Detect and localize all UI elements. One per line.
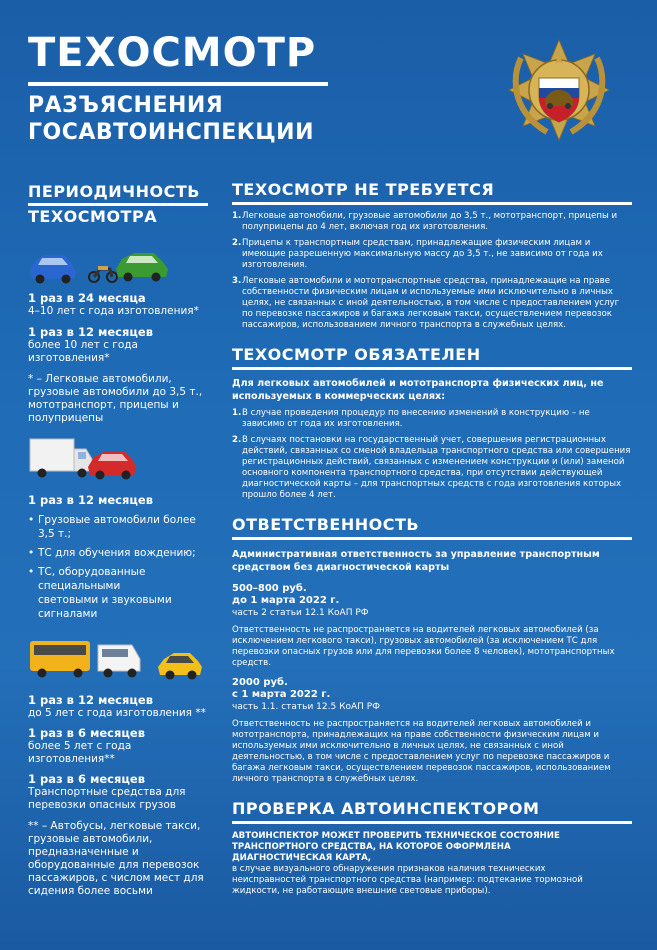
fine-2-date: с 1 марта 2022 г. [232,689,331,700]
red-car-icon [88,451,136,480]
bullet-1: • Грузовые автомобили более 3,5 т.; [28,513,198,541]
page-title: ТЕХОСМОТР [28,30,317,76]
bullet-3: • ТС, оборудованные специальными световыми и звуковыми сигналами [28,565,178,621]
not-required-item: 3. Легковые автомобили и мототранспортные средства, принадлежащие на праве собственности физическим лицам и используемые ими исключительно в личных целях, не связанных с иной деятельностью, в том числе с предоставлением услуг по перевозке пассажиров и багажа легковым такси, осуществлением перевозок пассажиров, использованием личного транспорта в служебных целях. [232,276,620,330]
periodicity-heading-line-2: ТЕХОСМОТРА [28,207,158,226]
freq-3-bold: 1 раз в 12 месяцев [28,493,153,507]
page-subtitle [28,92,314,146]
freq-6-bold: 1 раз в 6 месяцев [28,772,145,786]
fine-2-amount: 2000 руб. [232,677,288,688]
inspection-text: в случае визуального обнаружения признаков наличия технических неисправностей транспортного средства (например: подтекание тормозной жидкости, не работающие внешние световые приборы). [232,864,583,896]
required-rule [232,367,632,370]
fine-1-date: до 1 марта 2022 г. [232,595,340,606]
bullet-2: • ТС для обучения вождению; [28,546,218,560]
vehicle-illustration-row-1 [28,241,218,287]
truck-icon [30,439,92,478]
not-required-section [232,180,632,331]
not-required-item: 2. Прицепы к транспортным средствам, принадлежащие физическим лицам и имеющие разрешенную максимальную массу до 3,5 т., не зависимо от года их изготовления. [232,238,603,270]
green-car-icon [116,253,168,282]
freq-1-text: 4–10 лет с года изготовления* [28,305,199,317]
periodicity-heading-line-1: ПЕРИОДИЧНОСТЬ [28,182,200,201]
freq-6-text: Транспортные средства для перевозки опасных грузов [28,786,186,811]
freq-5-text: более 5 лет с года изготовления** [28,740,132,765]
responsibility-heading: ОТВЕТСТВЕННОСТЬ [232,515,420,534]
required-item: 1. В случае проведения процедур по внесению изменений в конструкцию – не зависимо от года их изготовления. [232,408,590,429]
inspection-rule [232,821,632,824]
responsibility-section [232,515,632,785]
freq-1-bold: 1 раз в 24 месяца [28,291,146,305]
title-underline [28,82,328,86]
fine-1-amount: 500–800 руб. [232,583,307,594]
inspection-section [232,799,632,897]
subtitle-line-1: РАЗЪЯСНЕНИЯ [28,93,224,118]
fine-1-text: Ответственность не распространяется на водителей легковых автомобилей (за исключением легкового такси), грузовых автомобилей (за исключением ТС для перевозки опасных грузов или для перевозки более 8 человек), мототранспортных средств. [232,625,615,668]
motorcycle-icon [89,266,117,282]
vehicle-illustration-row-2 [28,435,218,483]
note-1: * – Легковые автомобили, грузовые автомобили до 3,5 т., мототранспорт, прицепы и полуприцепы [28,373,203,424]
freq-2-text: более 10 лет с года изготовления* [28,339,138,364]
required-intro: Для легковых автомобилей и мототранспорта физических лиц, не используемых в коммерческих целях: [232,378,604,402]
not-required-rule [232,202,632,205]
freq-4-bold: 1 раз в 12 месяцев [28,693,153,707]
responsibility-intro: Административная ответственность за управление транспортным средством без диагностической карты [232,549,600,573]
required-item: 2. В случаях постановки на государственный учет, совершения регистрационных действий, связанных со сменой владельца транспортного средства или совершения регистрационных действий, связанных с изменением конструкции и (или) заменой основного компонента транспортного средства, при отсутствии действующей диагностической карты – для транспортных средств с года изготовления которых прошло более 4 лет. [232,435,631,500]
inspection-heading: ПРОВЕРКА АВТОИНСПЕКТОРОМ [232,799,540,818]
freq-2-bold: 1 раз в 12 месяцев [28,325,153,339]
freq-5-bold: 1 раз в 6 месяцев [28,726,145,740]
not-required-item: 1. Легковые автомобили, грузовые автомобили до 3,5 т., мототранспорт, прицепы и полуприцепы до 4 лет, включая год их изготовления. [232,211,618,232]
required-heading: ТЕХОСМОТР ОБЯЗАТЕЛЕН [232,345,481,364]
note-2: ** – Автобусы, легковые такси, грузовые автомобили, предназначенные и оборудованные для перевозок пассажиров, с числом мест для сидения более восьми [28,820,204,897]
fine-2-text: Ответственность не распространяется на водителей легковых автомобилей и мототранспорта, принадлежащих на праве собственности физическим лицам и используемых ими исключительно в личных целях, не связанных с иной деятельностью, в том числе с предоставлением услуг по перевозке пассажиров и багажа легковым такси, осуществлением перевозок пассажиров, использованием личного транспорта в служебных целях. [232,719,611,784]
periodicity-section [28,182,218,898]
responsibility-rule [232,537,632,540]
right-column [232,180,632,897]
bus-icon [30,641,90,678]
subtitle-line-2: ГОСАВТОИНСПЕКЦИИ [28,120,314,145]
required-section [232,345,632,501]
taxi-icon [158,653,202,680]
vehicle-illustration-row-3 [28,635,218,685]
freq-4-text: до 5 лет с года изготовления ** [28,707,206,719]
inspection-intro: АВТОИНСПЕКТОР МОЖЕТ ПРОВЕРИТЬ ТЕХНИЧЕСКОЕ СОСТОЯНИЕ ТРАНСПОРТНОГО СРЕДСТВА, НА КОТОРОЕ ОФОРМЛЕНА ДИАГНОСТИЧЕСКАЯ КАРТА, [232,831,560,863]
not-required-heading: ТЕХОСМОТР НЕ ТРЕБУЕТСЯ [232,180,495,199]
blue-car-icon [30,255,76,284]
van-icon [98,645,140,678]
fine-2-article: часть 1.1. статьи 12.5 КоАП РФ [232,702,380,712]
periodicity-rule [28,203,208,206]
fine-1-article: часть 2 статьи 12.1 КоАП РФ [232,608,369,618]
gibdd-emblem-icon [503,34,615,146]
